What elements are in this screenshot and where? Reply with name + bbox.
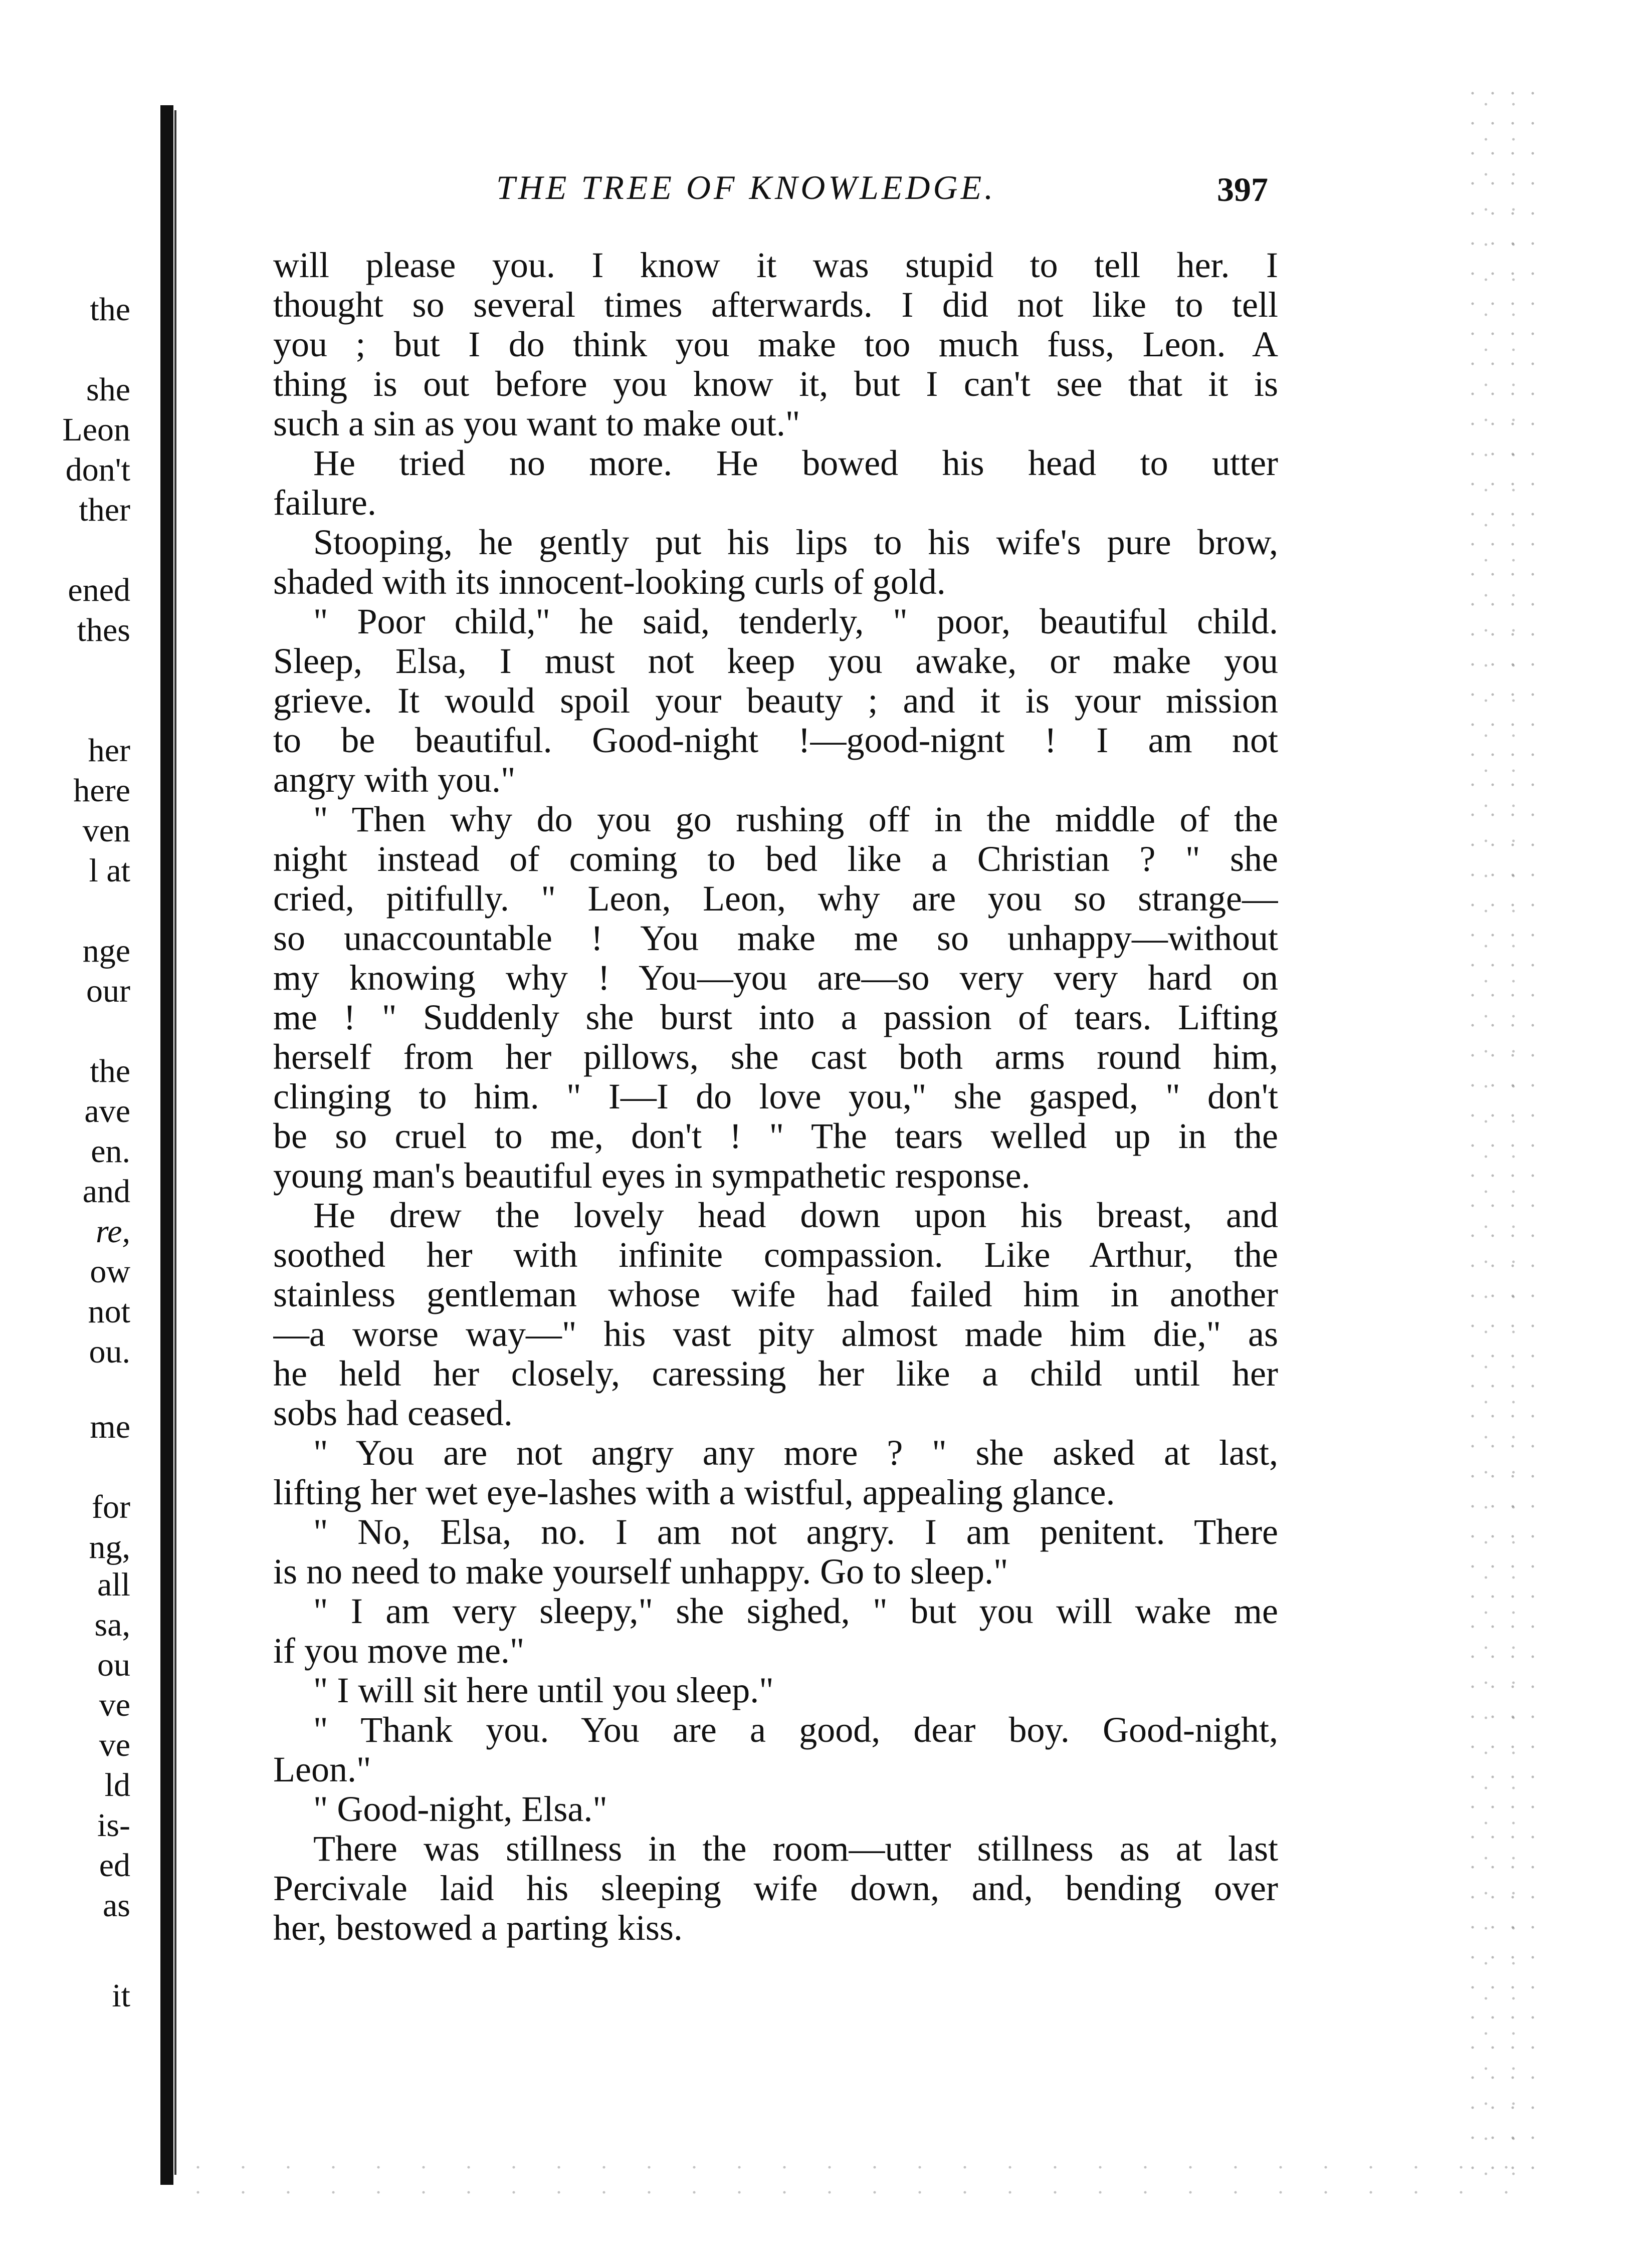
text-line: be so cruel to me, don't ! " The tears welled up in the [273, 1116, 1278, 1156]
margin-fragment: ou [97, 1647, 130, 1683]
text-line: will please you. I know it was stupid to tell her. I [273, 246, 1278, 285]
margin-fragment: ven [82, 812, 130, 849]
text-line: He drew the lovely head down upon his breast, and [313, 1196, 1278, 1235]
text-line: if you move me." [273, 1631, 525, 1671]
text-line: to be beautiful. Good-night !—good-nignt ! I am not [273, 721, 1278, 760]
text-line: sobs had ceased. [273, 1394, 513, 1433]
text-line: shaded with its innocent-looking curls of gold. [273, 562, 946, 602]
margin-fragment: ng, [89, 1529, 130, 1565]
text-line: you ; but I do think you make too much fuss, Leon. A [273, 325, 1278, 364]
text-line: such a sin as you want to make out." [273, 404, 800, 443]
text-line: thought so several times afterwards. I did not like to tell [273, 285, 1278, 325]
text-line: me ! " Suddenly she burst into a passion of tears. Lifting [273, 998, 1278, 1037]
text-line: angry with you." [273, 760, 516, 800]
margin-fragment: ave [84, 1093, 130, 1129]
text-line: her, bestowed a parting kiss. [273, 1908, 683, 1948]
margin-fragment: thes [77, 612, 130, 648]
text-line: young man's beautiful eyes in sympathetic response. [273, 1156, 1031, 1196]
text-line: herself from her pillows, she cast both arms round him, [273, 1037, 1278, 1077]
text-line: " Thank you. You are a good, dear boy. Good-night, [313, 1710, 1278, 1750]
text-line: " Good-night, Elsa." [313, 1789, 607, 1829]
text-line: lifting her wet eye-lashes with a wistful, appealing glance. [273, 1473, 1115, 1512]
margin-fragment: for [92, 1489, 130, 1525]
margin-fragment: and [82, 1173, 130, 1210]
text-line: so unaccountable ! You make me so unhappy—without [273, 919, 1278, 958]
book-spine-shadow [160, 105, 173, 2185]
page-header [496, 168, 1268, 213]
text-line: There was stillness in the room—utter stillness as at last [313, 1829, 1278, 1869]
margin-fragment: sa, [94, 1607, 130, 1643]
margin-fragment: Leon [62, 411, 130, 448]
margin-fragment: the [90, 1053, 130, 1089]
text-line: " I am very sleepy," she sighed, " but you will wake me [313, 1592, 1278, 1631]
margin-fragment: her [88, 732, 130, 769]
body-text [273, 246, 1278, 1948]
margin-fragment: as [103, 1887, 130, 1924]
text-line: Stooping, he gently put his lips to his wife's pure brow, [313, 523, 1278, 562]
text-line: Leon." [273, 1750, 371, 1789]
margin-fragment: don't [65, 451, 130, 488]
margin-fragment: she [86, 371, 130, 408]
margin-fragment: all [97, 1566, 130, 1603]
text-line: " Then why do you go rushing off in the middle of the [313, 800, 1278, 839]
margin-fragment: me [90, 1409, 130, 1445]
text-line: soothed her with infinite compassion. Like Arthur, the [273, 1235, 1278, 1275]
margin-fragment: the [90, 291, 130, 328]
bottom-speckle [175, 2155, 1529, 2215]
text-line: Sleep, Elsa, I must not keep you awake, or make you [273, 641, 1278, 681]
margin-fragment: ed [99, 1847, 130, 1884]
margin-fragment: ld [104, 1767, 130, 1803]
text-line: —a worse way—" his vast pity almost made him die," as [273, 1314, 1278, 1354]
margin-fragment: is- [97, 1807, 130, 1844]
text-line: " Poor child," he said, tenderly, " poor, beautiful child. [313, 602, 1278, 641]
page-edge-speckle [1467, 90, 1537, 2195]
text-line: my knowing why ! You—you are—so very very hard on [273, 958, 1278, 998]
text-line: failure. [273, 483, 376, 523]
text-line: stainless gentleman whose wife had failed him in another [273, 1275, 1278, 1314]
text-line: clinging to him. " I—I do love you," she gasped, " don't [273, 1077, 1278, 1116]
text-line: he held her closely, caressing her like a child until her [273, 1354, 1278, 1394]
text-line: night instead of coming to bed like a Christian ? " she [273, 839, 1278, 879]
running-title: THE TREE OF KNOWLEDGE. [496, 168, 996, 206]
page-number: 397 [1217, 170, 1268, 208]
text-line: Percivale laid his sleeping wife down, and, bending over [273, 1869, 1278, 1908]
margin-fragment: ow [90, 1253, 130, 1290]
margin-fragment: here [73, 772, 130, 809]
margin-fragment: ou. [89, 1333, 130, 1370]
margin-fragment: re, [95, 1213, 130, 1250]
margin-fragment: not [88, 1293, 130, 1330]
text-line: " You are not angry any more ? " she asked at last, [313, 1433, 1278, 1473]
margin-fragment: it [112, 1977, 130, 2014]
margin-fragment: l at [89, 852, 130, 889]
margin-fragment: ther [79, 492, 130, 528]
margin-fragment: our [86, 973, 130, 1009]
margin-fragment: en. [91, 1133, 130, 1170]
margin-fragment: ve [99, 1727, 130, 1763]
text-line: is no need to make yourself unhappy. Go to sleep." [273, 1552, 1008, 1592]
margin-fragment: ve [99, 1687, 130, 1723]
margin-fragment: nge [82, 933, 130, 969]
text-line: grieve. It would spoil your beauty ; and it is your mission [273, 681, 1278, 721]
text-line: " I will sit here until you sleep." [313, 1671, 774, 1710]
text-line: cried, pitifully. " Leon, Leon, why are you so strange— [273, 879, 1278, 919]
text-line: He tried no more. He bowed his head to utter [313, 443, 1278, 483]
text-line: " No, Elsa, no. I am not angry. I am penitent. There [313, 1512, 1278, 1552]
gutter-line [174, 110, 176, 2175]
text-line: thing is out before you know it, but I can't see that it is [273, 364, 1278, 404]
margin-fragment: ened [68, 572, 130, 608]
